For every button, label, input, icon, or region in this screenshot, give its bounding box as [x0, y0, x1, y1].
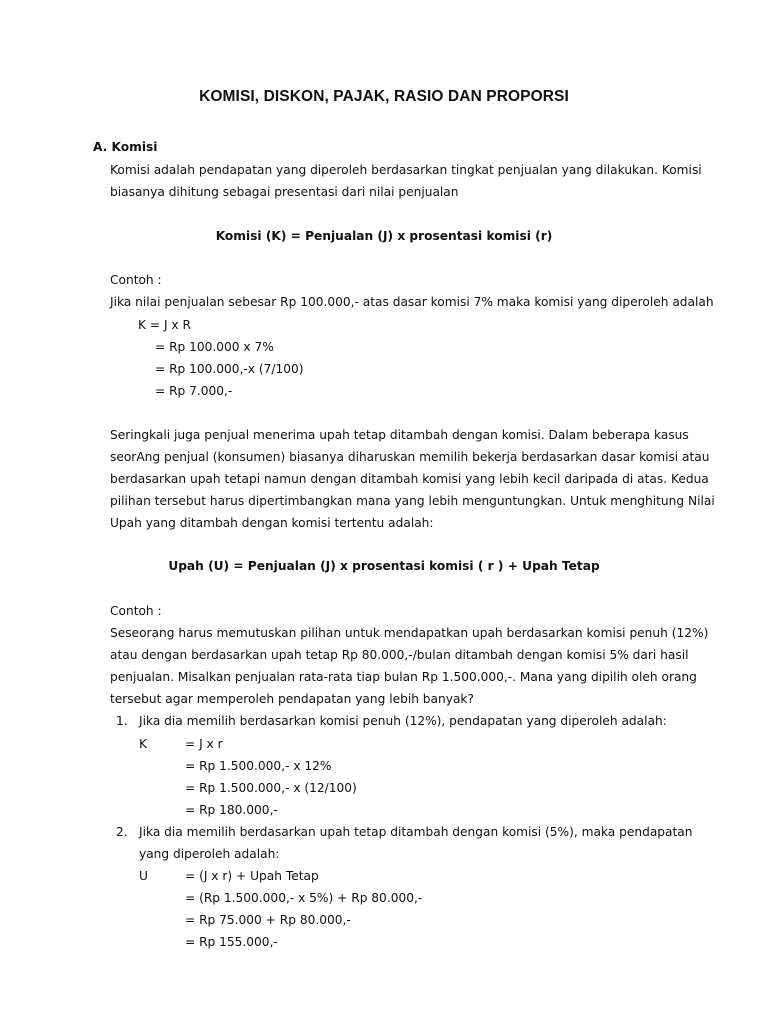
example2-text-line: atau dengan berdasarkan upah tetap Rp 80.000,-/bulan ditambah dengan komisi 5% dari hasil: [110, 648, 689, 662]
example1-step: = Rp 7.000,-: [155, 384, 233, 398]
list-item-text: Jika dia memilih berdasarkan upah tetap ditambah dengan komisi (5%), maka pendapatan: [139, 825, 693, 839]
list-item-text: yang diperoleh adalah:: [139, 847, 280, 861]
example2-label: Contoh :: [110, 604, 162, 618]
section-heading: A. Komisi: [93, 140, 158, 154]
example2-text-line: penjualan. Misalkan penjualan rata-rata tiap bulan Rp 1.500.000,-. Mana yang dipilih oleh orang: [110, 670, 697, 684]
example1-step: = Rp 100.000,-x (7/100): [155, 362, 304, 376]
intro-line-1: Komisi adalah pendapatan yang diperoleh berdasarkan tingkat penjualan yang dilakukan. Komisi: [110, 163, 702, 177]
formula-komisi: Komisi (K) = Penjualan (J) x prosentasi komisi (r): [215, 229, 553, 243]
example1-text: Jika nilai penjualan sebesar Rp 100.000,- atas dasar komisi 7% maka komisi yang diperoleh adalah: [110, 295, 714, 309]
page-title: KOMISI, DISKON, PAJAK, RASIO DAN PROPORSI: [199, 88, 569, 105]
example2-text-line: Seseorang harus memutuskan pilihan untuk mendapatkan upah berdasarkan komisi penuh (12%): [110, 626, 709, 640]
paragraph2-line: Seringkali juga penjual menerima upah tetap ditambah dengan komisi. Dalam beberapa kasus: [110, 428, 689, 442]
paragraph2-line: pilihan tersebut harus dipertimbangkan mana yang lebih menguntungkan. Untuk menghitung Nilai: [110, 494, 715, 508]
paragraph2-line: berdasarkan upah tetapi namun dengan ditambah komisi yang lebih kecil daripada di atas. Kedua: [110, 472, 709, 486]
list-item-step: = (Rp 1.500.000,- x 5%) + Rp 80.000,-: [185, 891, 423, 905]
list-item-step: = (J x r) + Upah Tetap: [185, 869, 319, 883]
example1-step: = Rp 100.000 x 7%: [155, 340, 274, 354]
list-item-number: 2.: [116, 825, 128, 839]
list-item-step: = J x r: [185, 737, 223, 751]
list-item-variable: K: [139, 737, 147, 751]
list-item-step: = Rp 155.000,-: [185, 935, 278, 949]
example2-text-line: tersebut agar memperoleh pendapatan yang lebih banyak?: [110, 692, 474, 706]
list-item-step: = Rp 1.500.000,- x 12%: [185, 759, 332, 773]
list-item-step: = Rp 1.500.000,- x (12/100): [185, 781, 357, 795]
list-item-step: = Rp 75.000 + Rp 80.000,-: [185, 913, 351, 927]
list-item-step: = Rp 180.000,-: [185, 803, 278, 817]
list-item-number: 1.: [116, 714, 128, 728]
paragraph2-line: Upah yang ditambah dengan komisi tertentu adalah:: [110, 516, 434, 530]
formula-upah: Upah (U) = Penjualan (J) x prosentasi komisi ( r ) + Upah Tetap: [168, 559, 600, 573]
intro-line-2: biasanya dihitung sebagai presentasi dari nilai penjualan: [110, 185, 459, 199]
example1-label: Contoh :: [110, 273, 162, 287]
list-item-variable: U: [139, 869, 148, 883]
example1-step: K = J x R: [138, 318, 191, 332]
list-item-text: Jika dia memilih berdasarkan komisi penuh (12%), pendapatan yang diperoleh adalah:: [139, 714, 667, 728]
paragraph2-line: seorAng penjual (konsumen) biasanya diharuskan memilih bekerja berdasarkan dasar komisi atau: [110, 450, 710, 464]
